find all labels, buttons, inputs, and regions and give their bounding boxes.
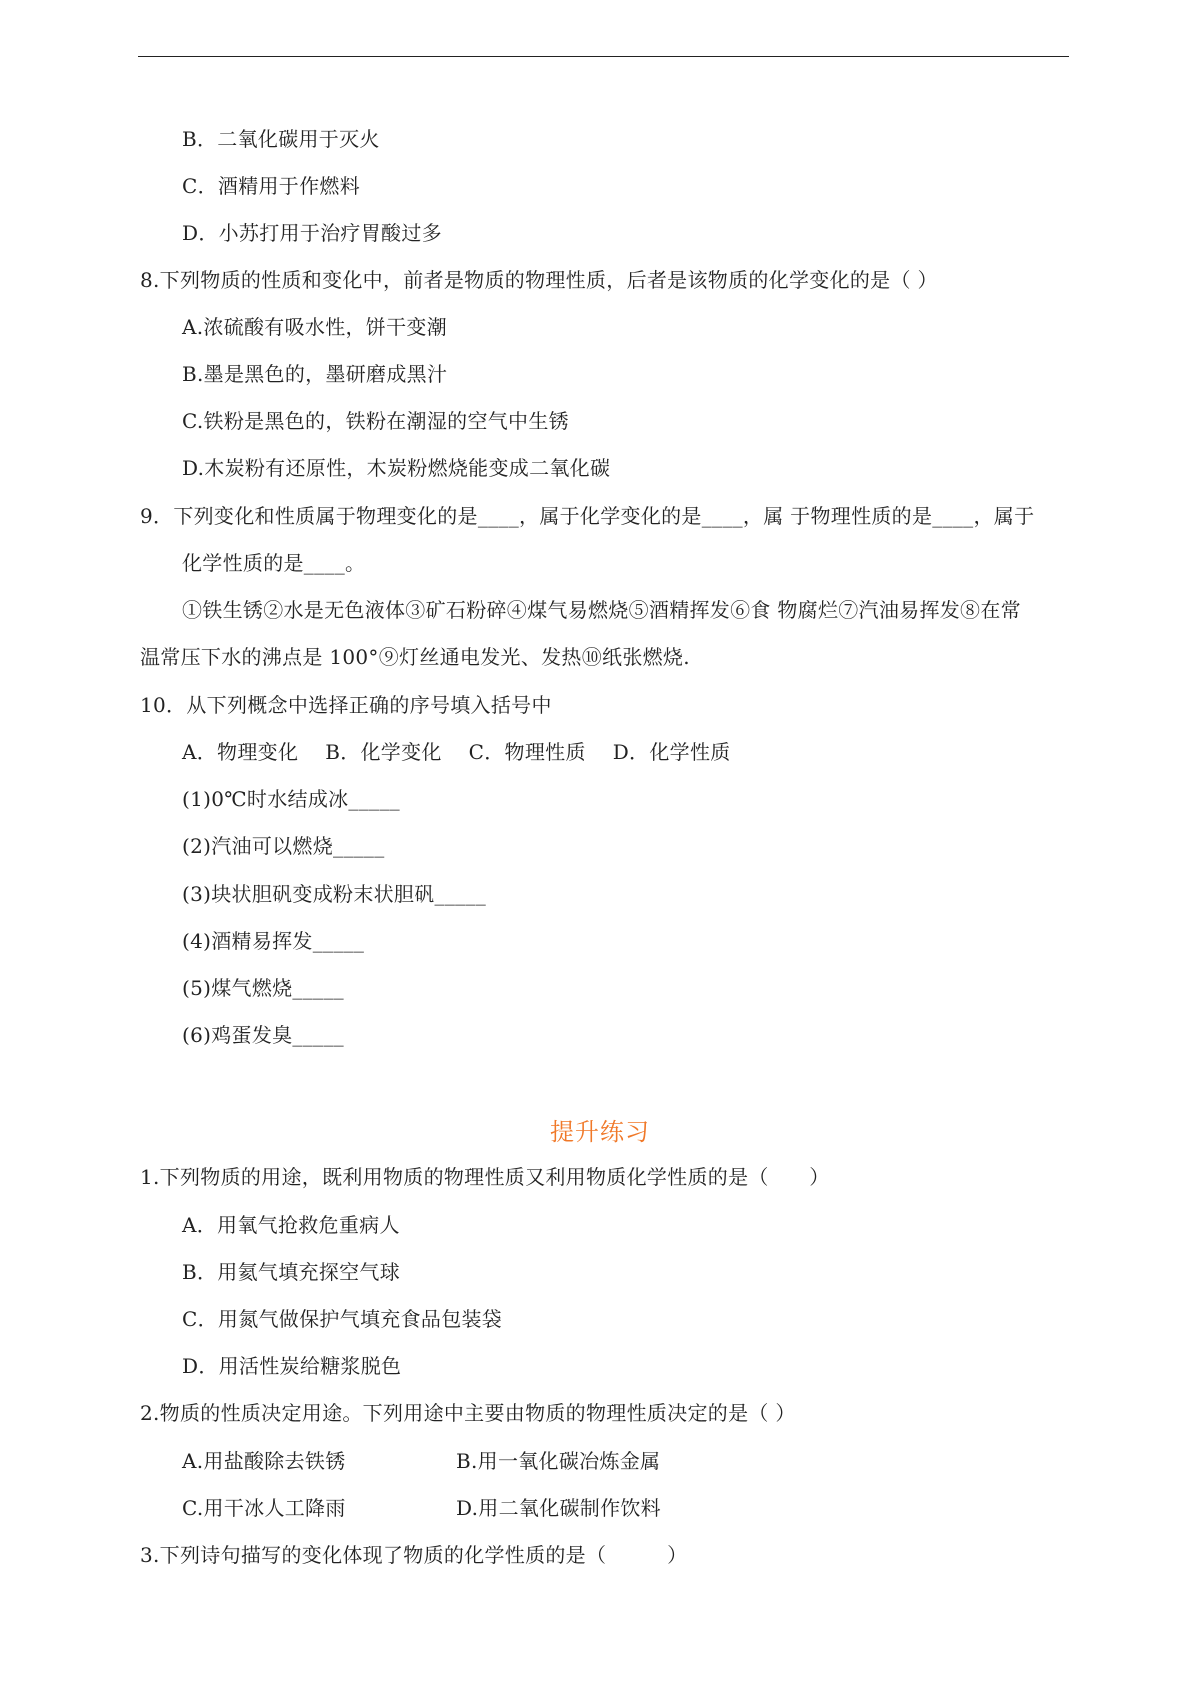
s2-q1-stem: 1.下列物质的用途，既利用物质的物理性质又利用物质化学性质的是（ ） [140,1165,830,1189]
s2-q2-option-c: C.用干冰人工降雨 [182,1496,346,1520]
q10-item-3: (3)块状胆矾变成粉末状胆矾_____ [182,882,487,906]
s2-q1-option-a: A．用氧气抢救危重病人 [182,1213,400,1237]
q7-option-c: C．酒精用于作燃料 [182,174,361,198]
s2-q2-option-d: D.用二氧化碳制作饮料 [456,1496,661,1520]
q8-option-b: B.墨是黑色的，墨研磨成黑汁 [182,362,448,386]
q10-item-2: (2)汽油可以燃烧_____ [182,834,385,858]
s2-q2-option-b: B.用一氧化碳冶炼金属 [456,1449,661,1473]
q10-concepts: A．物理变化 B．化学变化 C．物理性质 D．化学性质 [182,740,731,764]
q9-items-line1: ①铁生锈②水是无色液体③矿石粉碎④煤气易燃烧⑤酒精挥发⑥食 物腐烂⑦汽油易挥发⑧在常 [182,598,1021,622]
q10-item-1: (1)0℃时水结成冰_____ [182,787,400,811]
q9-items-line2: 温常压下水的沸点是 100°⑨灯丝通电发光、发热⑩纸张燃烧. [140,645,690,669]
q10-item-6: (6)鸡蛋发臭_____ [182,1023,344,1047]
q7-option-d: D．小苏打用于治疗胃酸过多 [182,221,442,245]
s2-q1-option-c: C．用氮气做保护气填充食品包装袋 [182,1307,503,1331]
q9-stem-line1: 9．下列变化和性质属于物理变化的是____，属于化学变化的是____，属 于物理性质的是____，属于 [140,504,1035,528]
q8-option-d: D.木炭粉有还原性，木炭粉燃烧能变成二氧化碳 [182,456,611,480]
s2-q1-option-d: D．用活性炭给糖浆脱色 [182,1354,402,1378]
q10-item-4: (4)酒精易挥发_____ [182,929,365,953]
s2-q3-stem: 3.下列诗句描写的变化体现了物质的化学性质的是（ ） [140,1543,688,1567]
q8-stem: 8.下列物质的性质和变化中，前者是物质的物理性质，后者是该物质的化学变化的是（ ） [140,268,938,292]
q10-stem: 10．从下列概念中选择正确的序号填入括号中 [140,693,552,717]
s2-q1-option-b: B．用氦气填充探空气球 [182,1260,400,1284]
q7-option-b: B．二氧化碳用于灭火 [182,127,380,151]
header-rule [138,56,1069,57]
q10-item-5: (5)煤气燃烧_____ [182,976,344,1000]
q8-option-a: A.浓硫酸有吸水性，饼干变潮 [182,315,448,339]
q9-stem-line2: 化学性质的是____。 [182,551,366,575]
section-heading: 提升练习 [550,1118,650,1146]
q8-option-c: C.铁粉是黑色的，铁粉在潮湿的空气中生锈 [182,409,569,433]
s2-q2-option-a: A.用盐酸除去铁锈 [182,1449,346,1473]
s2-q2-stem: 2.物质的性质决定用途。下列用途中主要由物质的物理性质决定的是（ ） [140,1401,796,1425]
